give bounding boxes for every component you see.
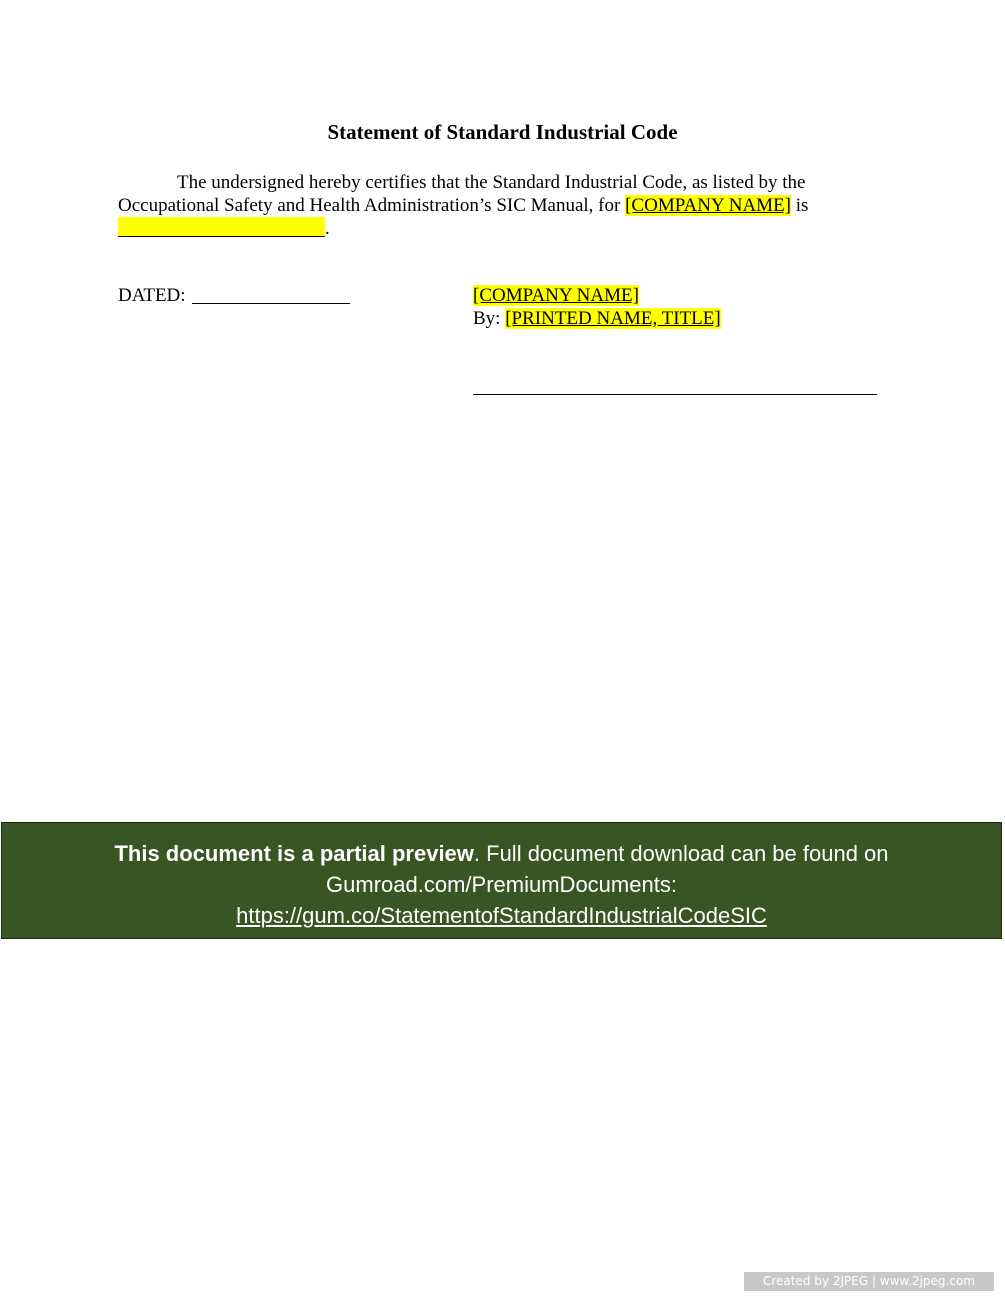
by-label: By: bbox=[473, 308, 506, 329]
date-blank[interactable] bbox=[192, 286, 350, 304]
signature-company-placeholder: [COMPANY NAME] bbox=[473, 285, 639, 306]
page-title: Statement of Standard Industrial Code bbox=[327, 120, 678, 144]
download-link[interactable]: https://gum.co/StatementofStandardIndustrialCodeSIC bbox=[236, 903, 767, 928]
paragraph-line-2-prefix: Occupational Safety and Health Administration’s SIC Manual, for bbox=[118, 195, 626, 216]
signature-by-row bbox=[473, 307, 721, 330]
dated-label: DATED: bbox=[118, 285, 186, 306]
signature-block bbox=[473, 284, 721, 330]
paragraph-line-3 bbox=[118, 217, 858, 240]
paragraph-line-2-suffix: is bbox=[791, 195, 809, 216]
paragraph-line-2 bbox=[118, 194, 858, 217]
signature-company-row bbox=[473, 284, 721, 307]
company-name-placeholder: [COMPANY NAME] bbox=[625, 195, 792, 216]
banner-text-after-bold: . Full document download can be found on bbox=[473, 841, 889, 866]
banner-bold-text: This document is a partial preview bbox=[114, 841, 474, 866]
banner-line-1 bbox=[2, 838, 1001, 869]
sic-code-blank[interactable] bbox=[118, 217, 325, 237]
paragraph-line-1: The undersigned hereby certifies that the Standard Industrial Code, as listed by the bbox=[177, 172, 806, 193]
printed-name-title-placeholder: [PRINTED NAME, TITLE] bbox=[505, 308, 721, 329]
certification-paragraph bbox=[118, 171, 858, 240]
banner-line-2: Gumroad.com/PremiumDocuments: bbox=[326, 872, 677, 897]
banner-line-3 bbox=[2, 900, 1001, 931]
partial-preview-banner bbox=[1, 822, 1002, 939]
dated-field bbox=[118, 284, 350, 307]
paragraph-line-3-suffix: . bbox=[325, 218, 330, 239]
signature-line[interactable] bbox=[473, 394, 877, 395]
watermark-badge: Created by 2JPEG | www.2jpeg.com bbox=[744, 1272, 994, 1291]
